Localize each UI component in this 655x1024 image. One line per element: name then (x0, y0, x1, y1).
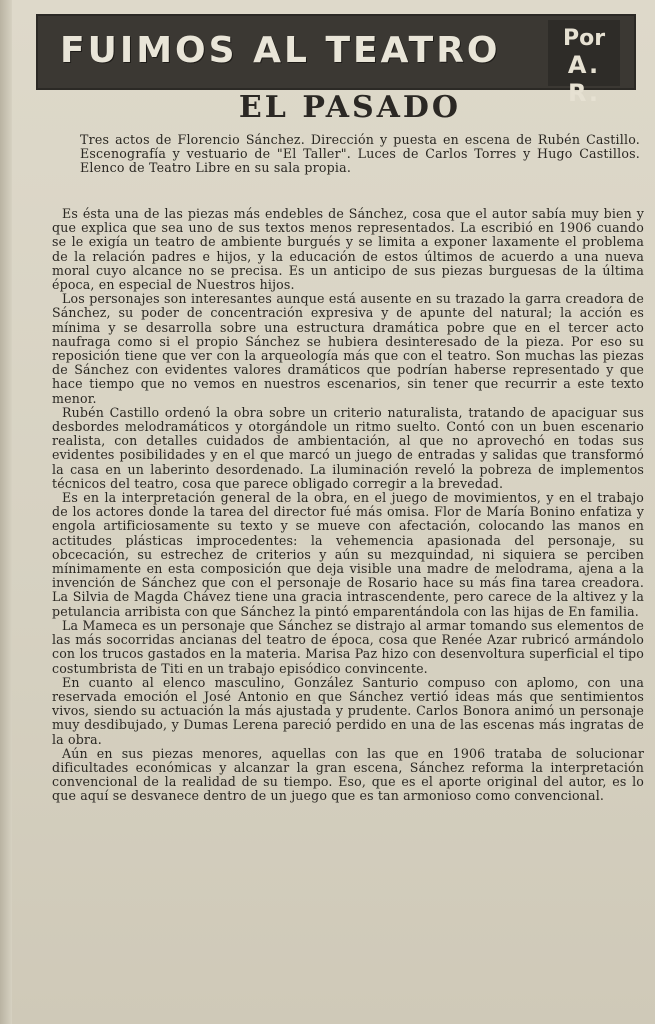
article-body (52, 207, 644, 804)
paragraph: Es en la interpretación general de la obra, en el juego de movimientos, y en el trabajo de los actores donde la tarea del director fué más omisa. Flor de María Bonino enfatiza y engola artificiosamente su texto y se mueve con afectación, colocando las manos en actitudes plásticas improcedentes: la vehemencia apasionada del personaje, su obcecación, su estrechez de criterios y aún su mezquindad, ni siquiera se perciben mínimamente en esta composición que deja visible una madre de melodrama, ajena a la invención de Sánchez que con el personaje de Rosario hace su más fina tarea creadora. La Silvia de Magda Chávez tiene una gracia intrascendente, pero carece de la altivez y la petulancia arribista con que Sánchez la pintó emparentándola con las hijas de En familia. (52, 490, 644, 619)
section-title: FUIMOS AL TEATRO (60, 30, 501, 71)
paragraph: Es ésta una de las piezas más endebles de Sánchez, cosa que el autor sabía muy bien y que explica que sea uno de sus textos menos representados. La escribió en 1906 cuando se le exigía un teatro de ambiente burgués y se limita a exponer laxamente el problema de la relación padres e hijos, y la educación de estos últimos de acuerdo a una nueva moral cuyo alcance no se precisa. Es un anticipo de sus piezas burguesas de la última época, en especial de Nuestros hijos. (52, 206, 644, 293)
byline-author: A. R. (567, 51, 601, 107)
paragraph: Los personajes son interesantes aunque está ausente en su trazado la garra creadora de Sánchez, su poder de concentración expresiva y de apunte del natural; la acción es mínima y se desarrolla sobre una estructura dramática pobre que en el tercer acto naufraga como si el propio Sánchez se hubiera desinteresado de la pieza. Por eso su reposición tiene que ver con la arqueología más que con el teatro. Son muchas las piezas de Sánchez con evidentes valores dramáticos que podrían haberse representado y que hace tiempo que no vemos en nuestros escenarios, sin tener que recurrir a este texto menor. (52, 291, 644, 406)
article-credits: Tres actos de Florencio Sánchez. Dirección y puesta en escena de Rubén Castillo. Escenografía y vestuario de "El Taller". Luces de Carlos Torres y Hugo Castillos. Elenco de Teatro Libre en su sala propia. (80, 132, 640, 175)
article-headline: EL PASADO (238, 90, 462, 125)
section-banner (36, 14, 636, 107)
byline-label: Por (562, 26, 606, 51)
byline-box (548, 20, 620, 107)
paragraph: Aún en sus piezas menores, aquellas con las que en 1906 trataba de solucionar dificultades económicas y alcanzar la gran escena, Sánchez reforma la interpretación convencional de la realidad de su tiempo. Eso, que es el aporte original del autor, es lo que aquí se desvanece dentro de un juego que es tan armonioso como convencional. (52, 745, 644, 804)
paragraph: En cuanto al elenco masculino, González Santurio compuso con aplomo, con una reservada emoción el José Antonio en que Sánchez vertió ideas más que sentimientos vivos, siendo su actuación la más ajustada y prudente. Carlos Bonora animó un personaje muy desdibujado, y Dumas Lerena pareció perdido en una de las escenas más ingratas de la obra. (52, 674, 644, 747)
page-edge (0, 0, 12, 1024)
paragraph: La Mameca es un personaje que Sánchez se distrajo al armar tomando sus elementos de las más socorridas ancianas del teatro de época, cosa que Renée Azar rubricó armándolo con los trucos gastados en la materia. Marisa Paz hizo con desenvoltura superficial el tipo costumbrista de Titi en un trabajo episódico convincente. (52, 617, 644, 676)
paragraph: Rubén Castillo ordenó la obra sobre un criterio naturalista, tratando de apaciguar sus desbordes melodramáticos y otorgándole un ritmo suelto. Contó con un buen escenario realista, con detalles cuidados de ambientación, al que no aprovechó en todas sus evidentes posibilidades y en el que marcó un juego de entradas y salidas que transformó la casa en un laberinto desordenado. La iluminación reveló la pobreza de implementos técnicos del teatro, cosa que parece obligado corregir a la brevedad. (52, 404, 644, 491)
